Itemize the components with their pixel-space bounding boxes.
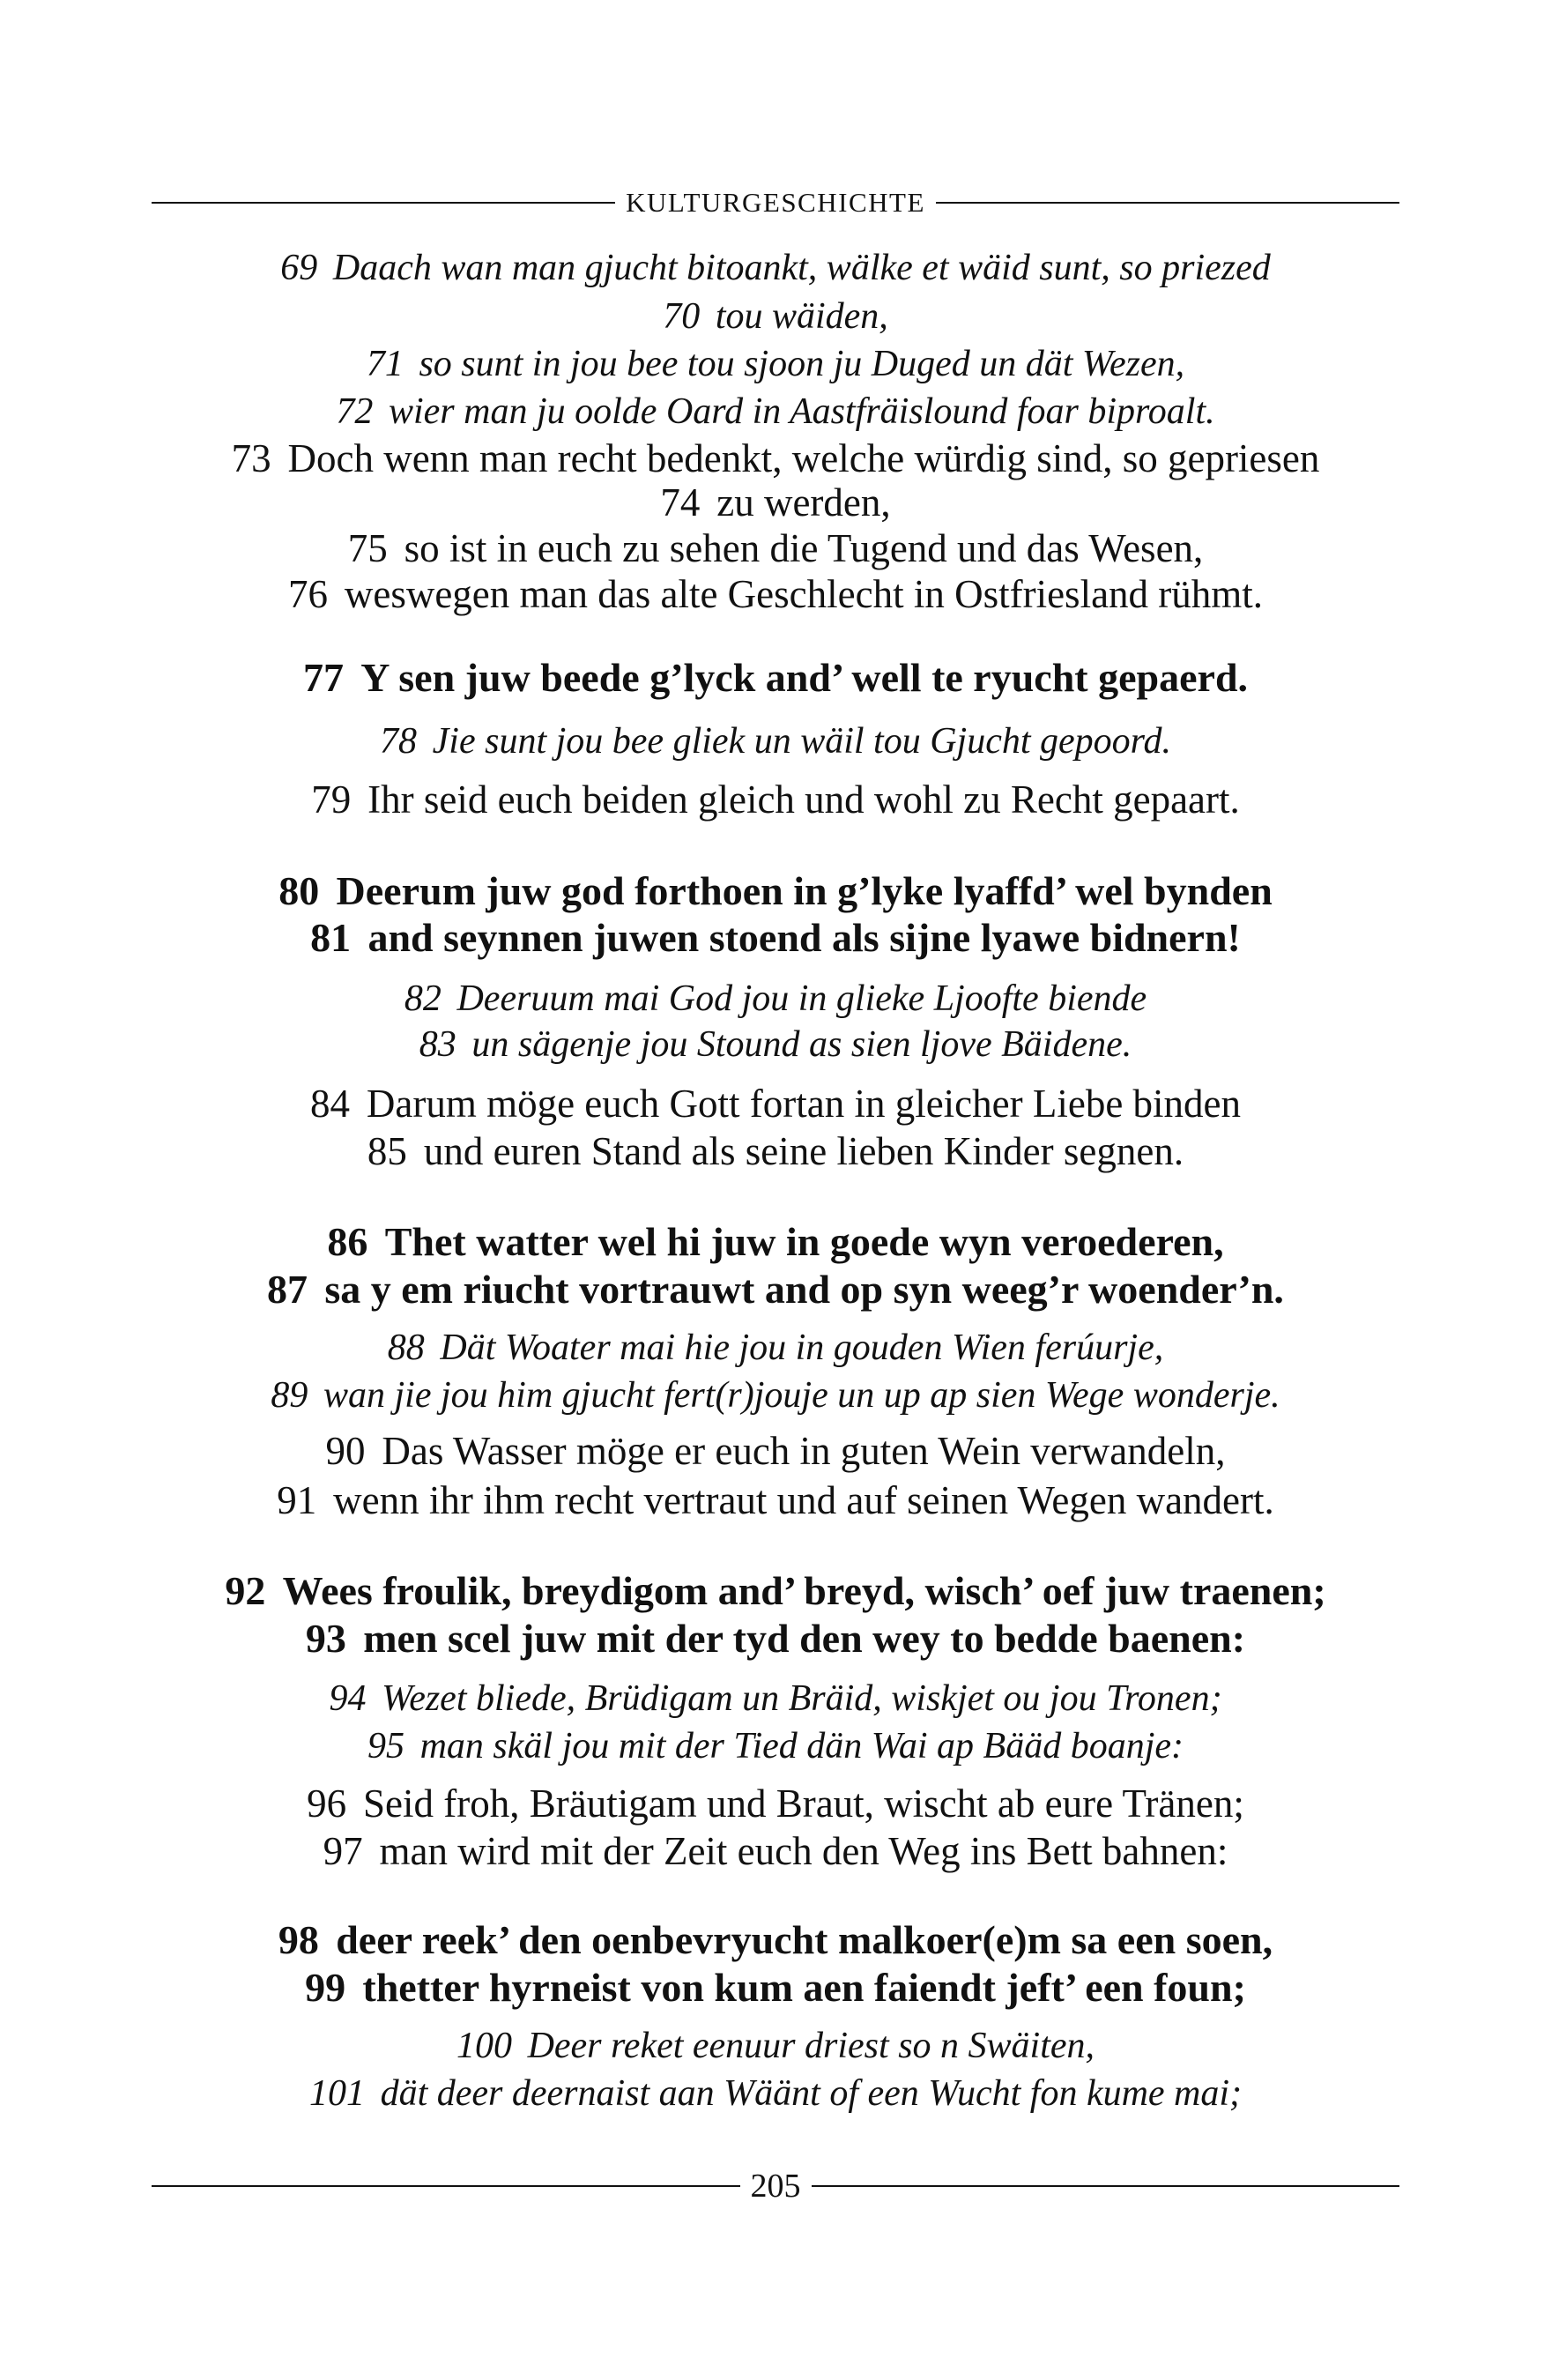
- verse-line-88: [88, 1329, 1463, 1366]
- verse-line-93: [88, 1618, 1463, 1659]
- verse-text: tou wäiden,: [715, 296, 888, 337]
- verse-line-74: [88, 480, 1463, 524]
- verse-number: 86: [327, 1219, 368, 1264]
- verse-text: Das Wasser möge er euch in guten Wein verwandeln,: [382, 1429, 1226, 1473]
- verse-text: and seynnen juwen stoend als sijne lyawe bidnern!: [367, 915, 1241, 960]
- verse-line-80: [88, 868, 1463, 913]
- verse-line-73: [88, 436, 1463, 480]
- page-number: 205: [750, 2168, 801, 2205]
- verse-number: 94: [329, 1678, 367, 1719]
- verse-text: deer reek’ den oenbevryucht malkoer(e)m sa een soen,: [336, 1917, 1273, 1962]
- verse-text: Jie sunt jou bee gliek un wäil tou Gjucht gepoord.: [432, 721, 1171, 762]
- verse-number: 89: [271, 1375, 308, 1416]
- verse-line-85: [88, 1129, 1463, 1173]
- verse-number: 92: [225, 1568, 266, 1613]
- verse-text: sa y em riucht vortrauwt and op syn weeg’r woender’n.: [324, 1267, 1284, 1312]
- verse-number: 87: [267, 1267, 308, 1312]
- verse-line-78: [88, 723, 1463, 760]
- verse-line-81: [88, 915, 1463, 960]
- verse-line-99: [88, 1967, 1463, 2008]
- verse-number: 85: [367, 1129, 407, 1173]
- verse-text: Seid froh, Bräutigam und Braut, wischt ab eure Tränen;: [363, 1781, 1244, 1826]
- verse-number: 91: [277, 1478, 317, 1522]
- verse-text: weswegen man das alte Geschlecht in Ostfriesland rühmt.: [344, 572, 1264, 616]
- verse-line-98: [88, 1917, 1463, 1962]
- verse-text: Wees froulik, breydigom and’ breyd, wisch’ oef juw traenen;: [282, 1568, 1326, 1613]
- verse-number: 76: [287, 572, 328, 616]
- verse-line-86: [88, 1219, 1463, 1264]
- verse-line-91: [88, 1478, 1463, 1522]
- verse-text: zu werden,: [716, 480, 891, 524]
- verse-number: 75: [347, 526, 388, 570]
- footer-rule-left: [152, 2185, 740, 2187]
- header-rule-right: [936, 202, 1399, 204]
- page-footer: [152, 2161, 1399, 2211]
- verse-line-79: [88, 777, 1463, 822]
- verse-number: 83: [419, 1024, 456, 1065]
- running-header: [152, 185, 1399, 220]
- verse-number: 95: [367, 1726, 404, 1766]
- verse-text: Deerum juw god forthoen in g’lyke lyaffd’ wel bynden: [336, 868, 1273, 913]
- verse-number: 99: [305, 1965, 346, 2010]
- verse-text: Deer reket eenuur driest so n Swäiten,: [527, 2026, 1095, 2066]
- verse-number: 79: [311, 777, 352, 822]
- verse-number: 73: [231, 436, 271, 480]
- verse-line-101: [88, 2075, 1463, 2112]
- verse-number: 84: [309, 1082, 350, 1126]
- verse-line-75: [88, 526, 1463, 570]
- verse-line-69: [88, 249, 1463, 286]
- verse-number: 81: [310, 915, 352, 960]
- verse-line-76: [88, 572, 1463, 616]
- verse-text: Daach wan man gjucht bitoankt, wälke et wäid sunt, so priezed: [332, 248, 1271, 288]
- verse-number: 88: [387, 1328, 425, 1368]
- verse-text: Doch wenn man recht bedenkt, welche würdig sind, so gepriesen: [287, 436, 1320, 480]
- verse-number: 78: [380, 721, 418, 762]
- verse-text: Deeruum mai God jou in glieke Ljoofte biende: [456, 978, 1147, 1019]
- verse-number: 97: [323, 1829, 363, 1873]
- verse-number: 74: [660, 480, 701, 524]
- verse-text: Dät Woater mai hie jou in gouden Wien ferúurje,: [440, 1328, 1164, 1368]
- verse-text: wenn ihr ihm recht vertraut und auf seinen Wegen wandert.: [333, 1478, 1274, 1522]
- verse-text: Ihr seid euch beiden gleich und wohl zu Recht gepaart.: [367, 777, 1240, 822]
- verse-text: man skäl jou mit der Tied dän Wai ap Bääd boanje:: [419, 1726, 1184, 1766]
- verse-text: Thet watter wel hi juw in goede wyn veroederen,: [384, 1219, 1224, 1264]
- verse-text: und euren Stand als seine lieben Kinder segnen.: [423, 1129, 1184, 1173]
- footer-rule-right: [812, 2185, 1400, 2187]
- verse-line-71: [88, 346, 1463, 383]
- verse-number: 72: [336, 391, 374, 432]
- verse-text: Y sen juw beede g’lyck and’ well te ryucht gepaerd.: [360, 655, 1249, 700]
- verse-number: 77: [302, 655, 344, 700]
- verse-text: so ist in euch zu sehen die Tugend und das Wesen,: [404, 526, 1204, 570]
- verse-number: 70: [663, 296, 701, 337]
- verse-line-92: [88, 1568, 1463, 1613]
- verse-line-89: [88, 1377, 1463, 1414]
- verse-text: wier man ju oolde Oard in Aastfräislound foar biproalt.: [388, 391, 1215, 432]
- verse-number: 98: [278, 1917, 319, 1962]
- verse-text: un sägenje jou Stound as sien ljove Bäidene.: [471, 1024, 1132, 1065]
- verse-text: dät deer deernaist aan Wäänt of een Wucht fon kume mai;: [380, 2073, 1243, 2114]
- verse-text: thetter hyrneist von kum aen faiendt jeft’ een foun;: [362, 1965, 1246, 2010]
- verse-line-83: [88, 1026, 1463, 1063]
- verse-line-87: [88, 1269, 1463, 1310]
- verse-text: men scel juw mit der tyd den wey to bedde baenen:: [363, 1616, 1246, 1661]
- verse-number: 93: [305, 1616, 346, 1661]
- verse-number: 80: [278, 868, 320, 913]
- verse-text: wan jie jou him gjucht fert(r)jouje un up ap sien Wege wonderje.: [323, 1375, 1280, 1416]
- verse-number: 82: [404, 978, 442, 1019]
- verse-text: Wezet bliede, Brüdigam un Bräid, wiskjet ou jou Tronen;: [382, 1678, 1222, 1719]
- verse-line-82: [88, 980, 1463, 1017]
- verse-number: 96: [307, 1781, 347, 1826]
- verse-number: 100: [456, 2026, 512, 2066]
- verse-line-77: [88, 655, 1463, 700]
- verse-line-72: [88, 393, 1463, 430]
- verse-line-96: [88, 1781, 1463, 1826]
- verse-line-90: [88, 1429, 1463, 1473]
- verse-number: 101: [308, 2073, 365, 2114]
- verse-line-70: [88, 298, 1463, 335]
- verse-line-100: [88, 2027, 1463, 2064]
- verse-line-95: [88, 1728, 1463, 1765]
- header-rule-left: [152, 202, 615, 204]
- verse-line-94: [88, 1680, 1463, 1717]
- verse-line-84: [88, 1084, 1463, 1124]
- verse-text: so sunt in jou bee tou sjoon ju Duged un dät Wezen,: [419, 344, 1185, 384]
- verse-number: 69: [280, 248, 318, 288]
- verse-number: 90: [325, 1429, 366, 1473]
- verse-text: man wird mit der Zeit euch den Weg ins Bett bahnen:: [379, 1829, 1228, 1873]
- header-title: KULTURGESCHICHTE: [626, 187, 925, 218]
- verse-line-97: [88, 1829, 1463, 1873]
- verse-text: Darum möge euch Gott fortan in gleicher Liebe binden: [366, 1082, 1242, 1126]
- verse-number: 71: [366, 344, 404, 384]
